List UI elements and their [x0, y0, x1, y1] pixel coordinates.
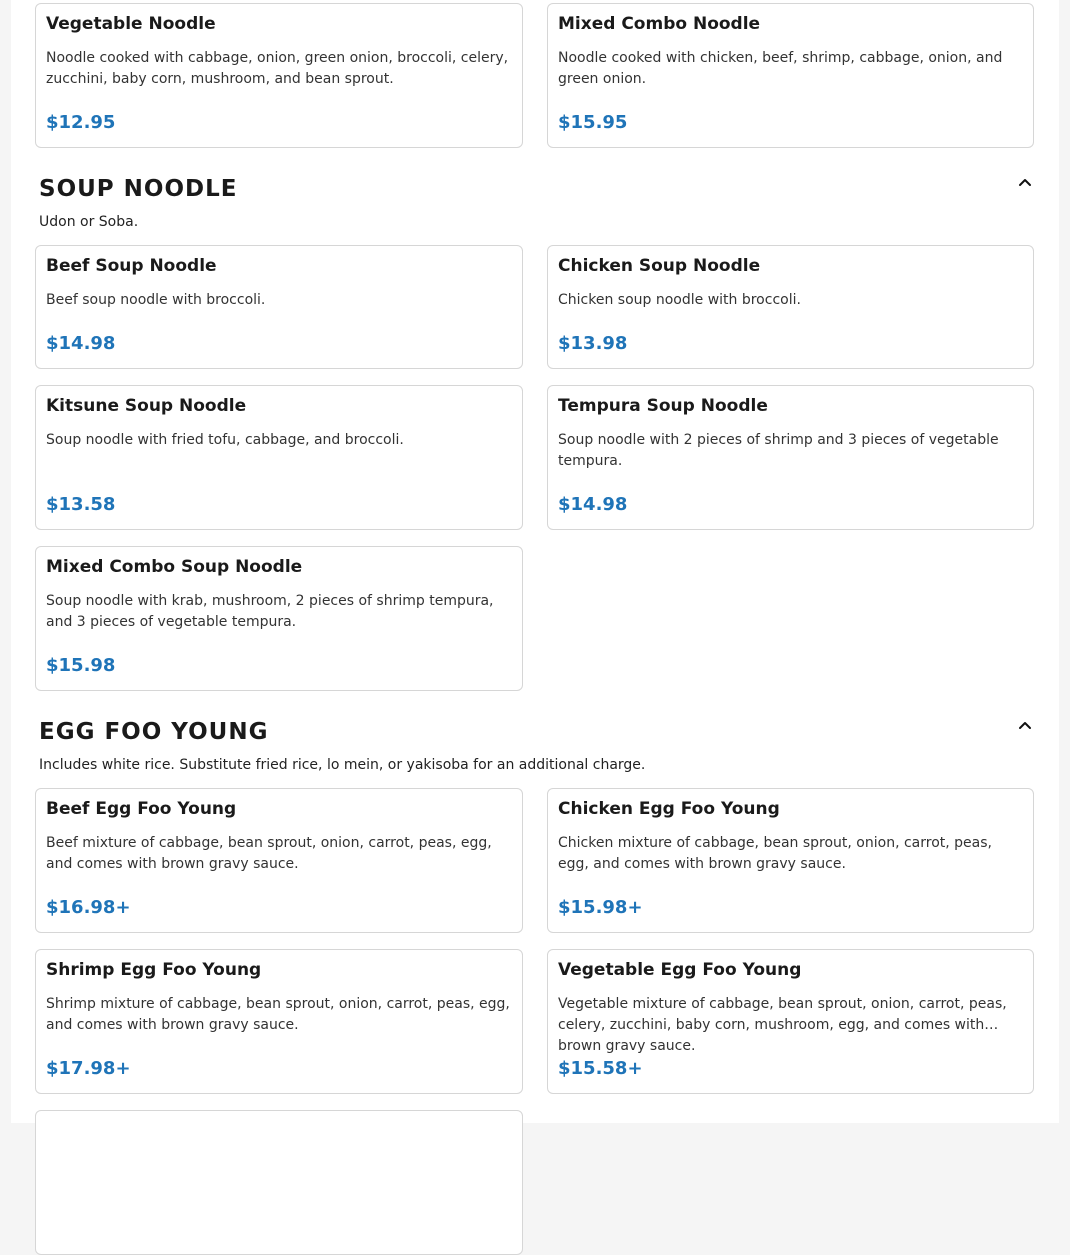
menu-item-card[interactable]	[35, 788, 523, 933]
menu-item-price: $14.98	[46, 333, 116, 354]
menu-item-price: $14.98	[558, 494, 628, 515]
menu-item-price: $15.98	[46, 655, 116, 676]
menu-item-description: Vegetable mixture of cabbage, bean sprout, onion, carrot, peas, celery, zucchini, baby corn, mushroom, egg, and comes with brown gravy sauce.	[558, 996, 1007, 1054]
menu-item-price: $15.95	[558, 112, 628, 133]
menu-item-name: Vegetable Noodle	[46, 14, 216, 34]
menu-item-card[interactable]	[547, 385, 1034, 530]
menu-item-card[interactable]	[35, 1110, 523, 1255]
menu-item-price: $15.58+	[558, 1058, 643, 1079]
section-title: SOUP NOODLE	[39, 176, 238, 202]
menu-item-card[interactable]	[547, 3, 1034, 148]
menu-item-price: $16.98+	[46, 897, 131, 918]
menu-item-name: Mixed Combo Noodle	[558, 14, 761, 34]
menu-item-description: Soup noodle with fried tofu, cabbage, and broccoli.	[46, 432, 404, 448]
menu-item-price: $13.58	[46, 494, 116, 515]
chevron-up-icon	[1015, 172, 1035, 192]
menu-item-name: Beef Egg Foo Young	[46, 799, 237, 819]
menu-item-card[interactable]	[35, 385, 523, 530]
menu-item-description: Beef mixture of cabbage, bean sprout, onion, carrot, peas, egg, and comes with brown gravy sauce.	[46, 835, 492, 872]
menu-item-description: Shrimp mixture of cabbage, bean sprout, onion, carrot, peas, egg, and comes with brown gravy sauce.	[46, 996, 510, 1033]
section-description: Udon or Soba.	[39, 214, 139, 230]
menu-page	[11, 0, 1059, 1123]
menu-item-name: Vegetable Egg Foo Young	[558, 960, 802, 980]
menu-item-card[interactable]	[35, 546, 523, 691]
menu-item-price: $17.98+	[46, 1058, 131, 1079]
menu-item-name: Beef Soup Noodle	[46, 256, 217, 276]
menu-item-card[interactable]	[547, 949, 1034, 1094]
chevron-up-icon	[1015, 715, 1035, 735]
menu-item-description: Chicken soup noodle with broccoli.	[558, 292, 801, 308]
menu-item-name: Chicken Egg Foo Young	[558, 799, 780, 819]
menu-item-card[interactable]	[35, 949, 523, 1094]
menu-item-name: Kitsune Soup Noodle	[46, 396, 247, 416]
menu-item-description: Noodle cooked with chicken, beef, shrimp, cabbage, onion, and green onion.	[558, 50, 1003, 87]
menu-item-price: $15.98+	[558, 897, 643, 918]
menu-item-name: Chicken Soup Noodle	[558, 256, 761, 276]
menu-item-card[interactable]	[35, 245, 523, 369]
menu-item-card[interactable]	[35, 3, 523, 148]
menu-item-description: Noodle cooked with cabbage, onion, green onion, broccoli, celery, zucchini, baby corn, mushroom, and bean sprout.	[46, 50, 509, 87]
menu-item-name: Mixed Combo Soup Noodle	[46, 557, 303, 577]
menu-item-description: Soup noodle with 2 pieces of shrimp and 3 pieces of vegetable tempura.	[558, 432, 999, 469]
menu-item-name: Tempura Soup Noodle	[558, 396, 768, 416]
collapse-section-button[interactable]	[1015, 715, 1035, 735]
section-title: EGG FOO YOUNG	[39, 719, 269, 745]
collapse-section-button[interactable]	[1015, 172, 1035, 192]
menu-item-description: Beef soup noodle with broccoli.	[46, 292, 266, 308]
menu-item-description: Chicken mixture of cabbage, bean sprout, onion, carrot, peas, egg, and comes with brown gravy sauce.	[558, 835, 992, 872]
menu-item-name: Shrimp Egg Foo Young	[46, 960, 262, 980]
menu-item-price: $13.98	[558, 333, 628, 354]
menu-item-card[interactable]	[547, 788, 1034, 933]
menu-item-description: Soup noodle with krab, mushroom, 2 pieces of shrimp tempura, and 3 pieces of vegetable tempura.	[46, 593, 494, 630]
menu-item-price: $12.95	[46, 112, 116, 133]
section-description: Includes white rice. Substitute fried rice, lo mein, or yakisoba for an additional charge.	[39, 757, 646, 773]
menu-item-card[interactable]	[547, 245, 1034, 369]
